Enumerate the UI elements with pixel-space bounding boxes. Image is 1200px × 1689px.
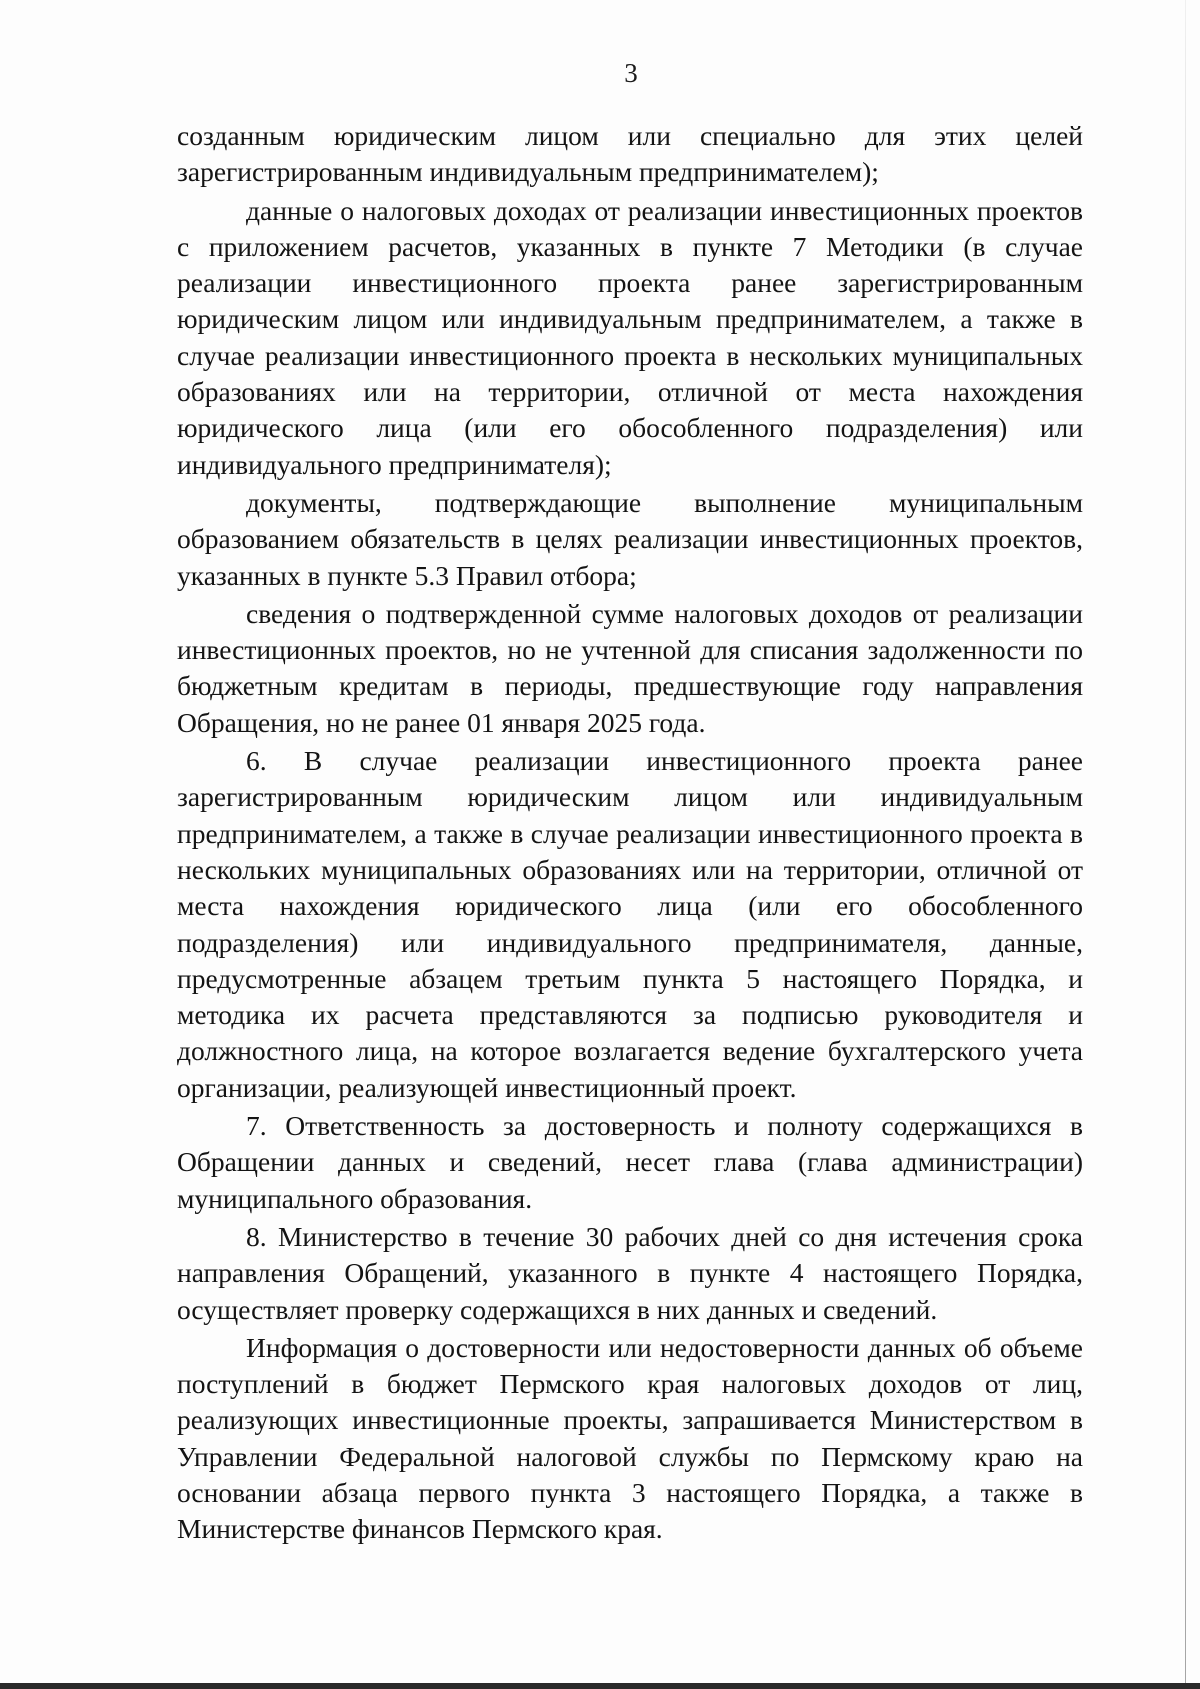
paragraph-information-request: Информация о достоверности или недостоверности данных об объеме поступлений в бюджет Пермского края налоговых доходов от лиц, реализующих инвестиционные проекты, запрашивается Министерством в Управлении Федеральной налоговой службы по Пермскому краю на основании абзаца первого пункта 3 настоящего Порядка, а также в Министерстве финансов Пермского края. [177, 1331, 1083, 1545]
paragraph-item-7: 7. Ответственность за достоверность и полноту содержащихся в Обращении данных и сведений, несет глава (глава администрации) муниципального образования. [177, 1110, 1083, 1214]
paragraph-confirming-documents: документы, подтверждающие выполнение муниципальным образованием обязательств в целях реализации инвестиционных проектов, указанных в пункте 5.3 Правил отбора; [177, 486, 1083, 591]
scan-edge-bottom [0, 1683, 1200, 1689]
scan-edge-right [1185, 0, 1186, 1689]
page-number: 3 [624, 58, 638, 88]
paragraph-tax-revenue-data: данные о налоговых доходах от реализации инвестиционных проектов с приложением расчетов, указанных в пункте 7 Методики (в случае реализации инвестиционного проекта ранее зарегистрированным юридическим лицом или индивидуальным предпринимателем, а также в случае реализации инвестиционного проекта в нескольких муниципальных образованиях или на территории, отличной от места нахождения юридического лица (или его обособленного подразделения) или индивидуального предпринимателя); [177, 194, 1083, 480]
document-body [177, 118, 1083, 1548]
paragraph-continuation: созданным юридическим лицом или специально для этих целей зарегистрированным индивидуальным предпринимателем); [177, 120, 1083, 188]
paragraph-item-6: 6. В случае реализации инвестиционного проекта ранее зарегистрированным юридическим лицом или индивидуальным предпринимателем, а также в случае реализации инвестиционного проекта в нескольких муниципальных образованиях или на территории, отличной от места нахождения юридического лица (или его обособленного подразделения) или индивидуального предпринимателя, данные, предусмотренные абзацем третьим пункта 5 настоящего Порядка, и методика их расчета представляются за подписью руководителя и должностного лица, на которое возлагается ведение бухгалтерского учета организации, реализующей инвестиционный проект. [177, 745, 1083, 1103]
paragraph-item-8: 8. Министерство в течение 30 рабочих дней со дня истечения срока направления Обращений, указанного в пункте 4 настоящего Порядка, осуществляет проверку содержащихся в них данных и сведений. [177, 1220, 1083, 1325]
paragraph-confirmed-amount: сведения о подтвержденной сумме налоговых доходов от реализации инвестиционных проектов, но не учтенной для списания задолженности по бюджетным кредитам в периоды, предшествующие году направления Обращения, но не ранее 01 января 2025 года. [177, 597, 1083, 738]
